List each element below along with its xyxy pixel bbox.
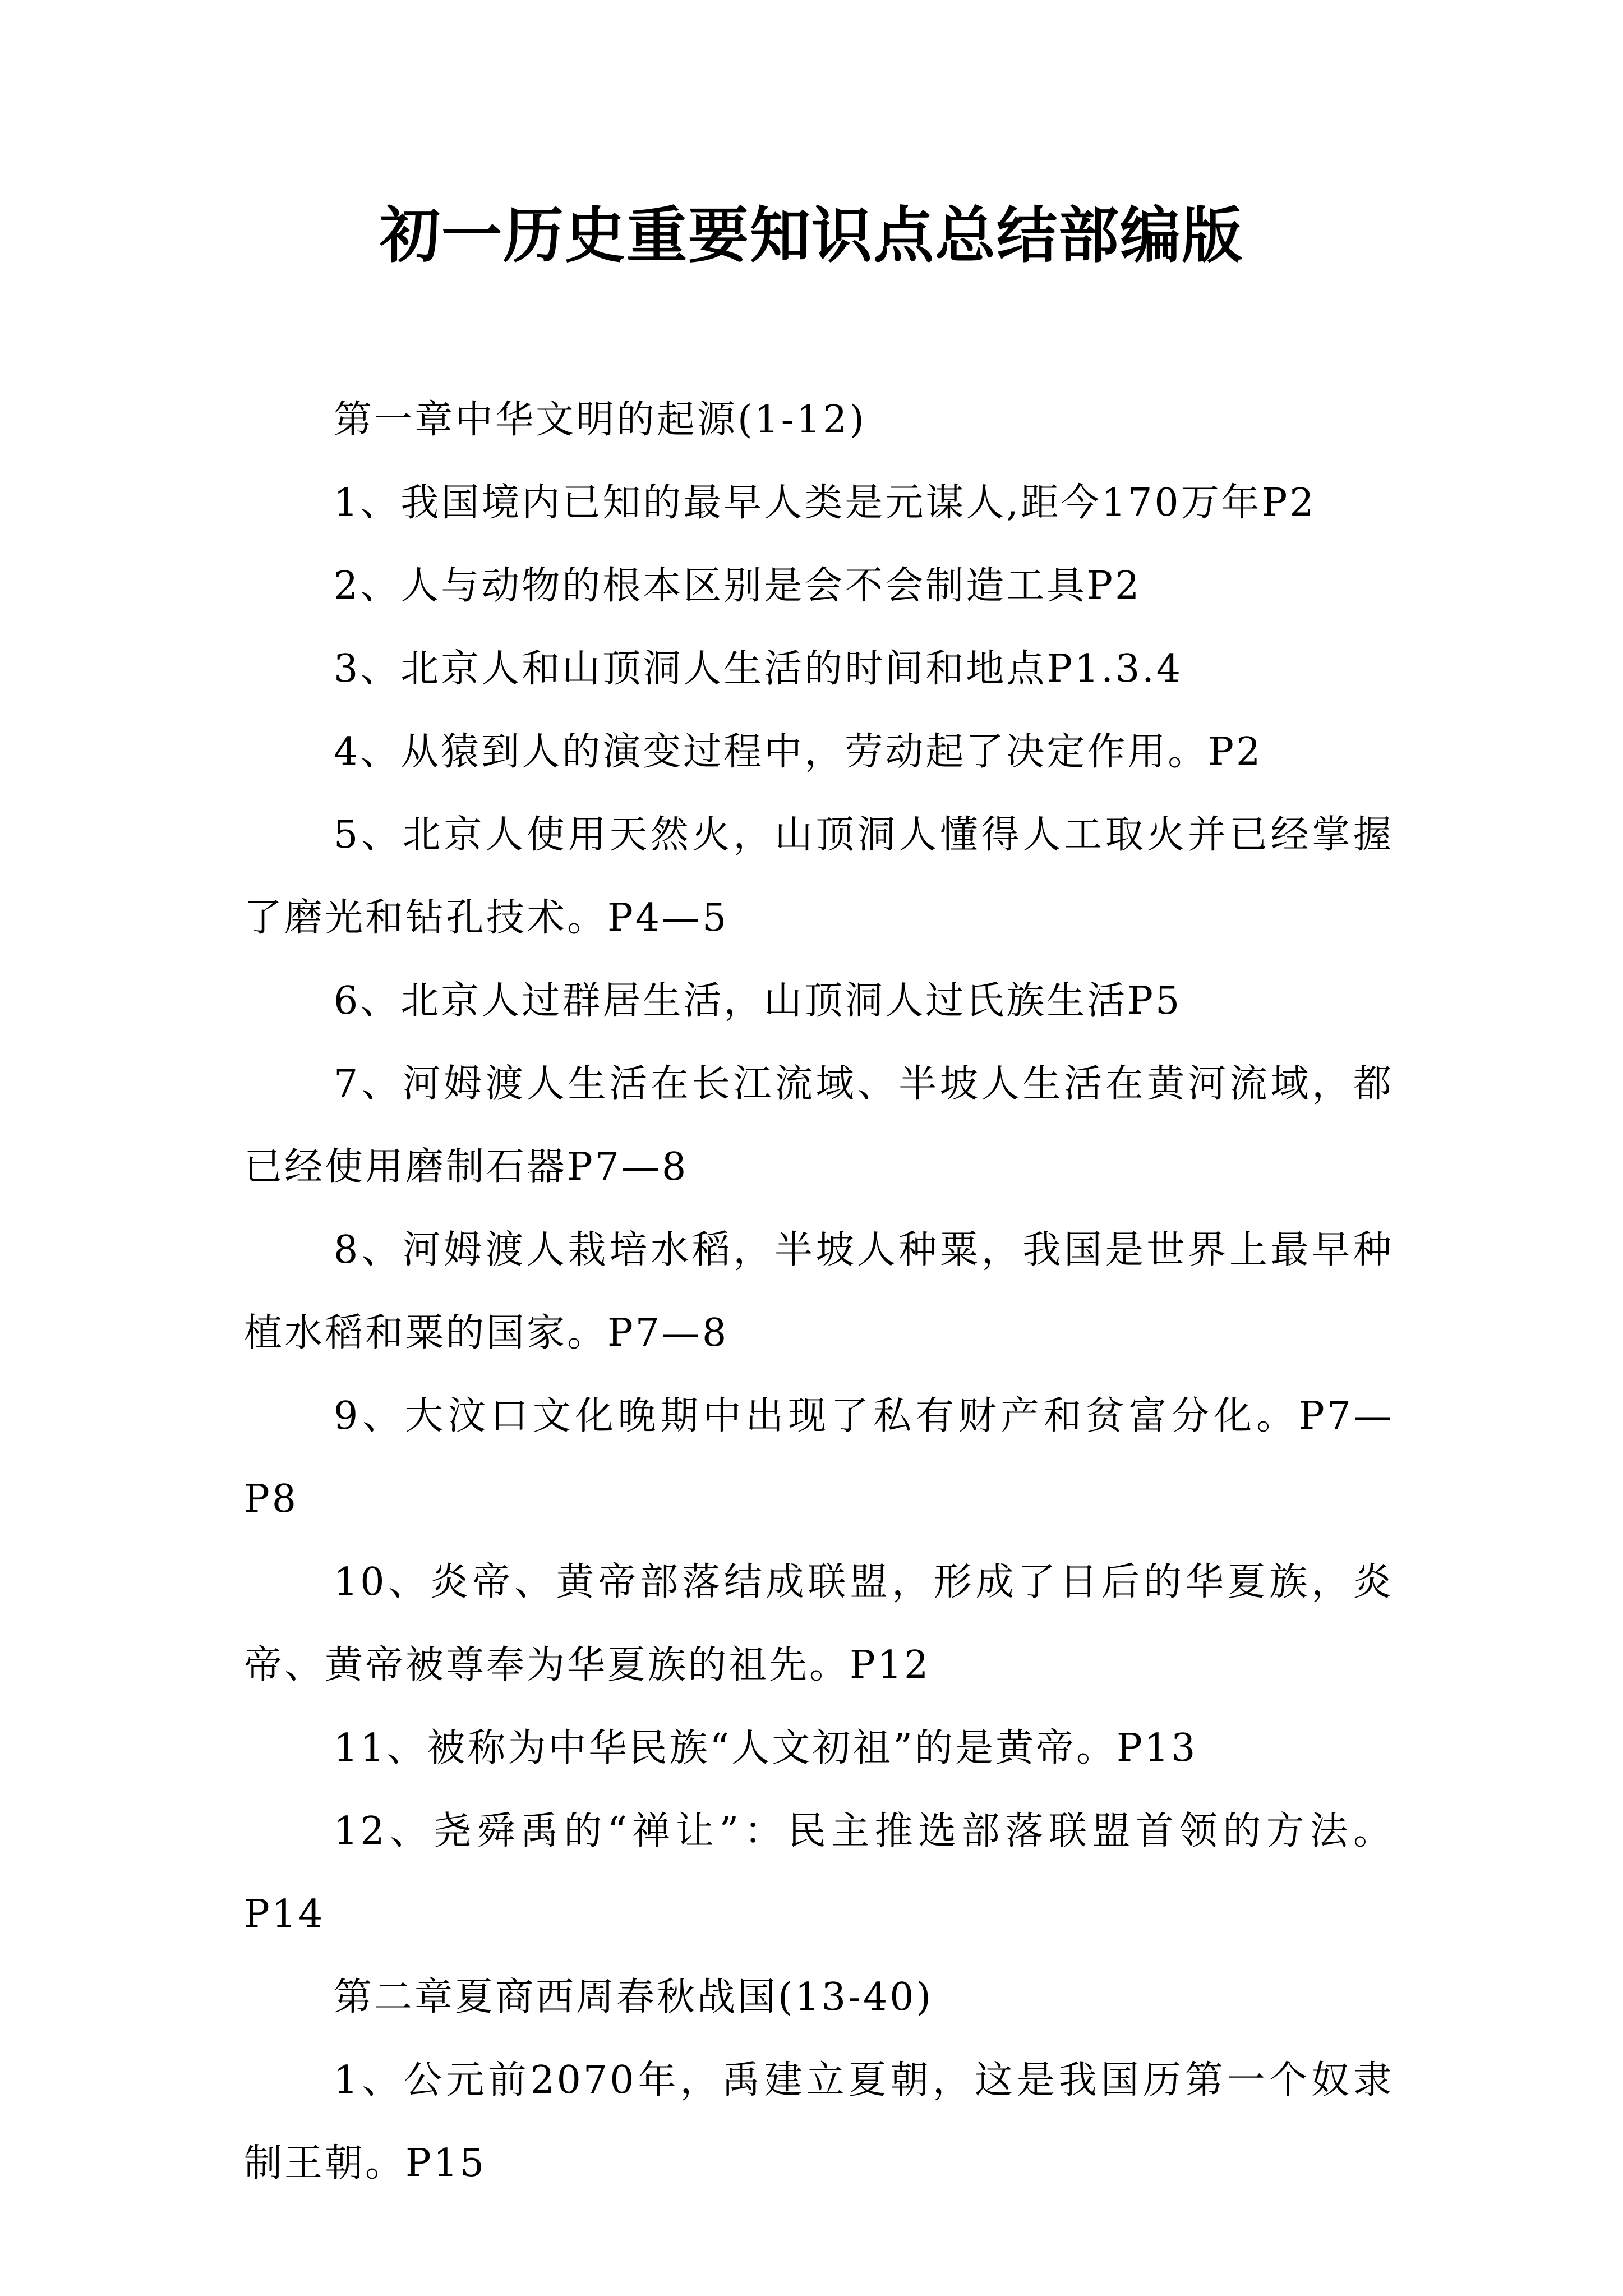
paragraph: 3、北京人和山顶洞人生活的时间和地点P1.3.4 <box>334 647 1183 691</box>
paragraph: 11、被称为中华民族“人文初祖”的是黄帝。P13 <box>334 1726 1198 1770</box>
paragraph: 12、尧舜禹的“禅让”：民主推选部落联盟首领的方法。P14 <box>244 1809 1394 1936</box>
paragraph: 6、北京人过群居生活，山顶洞人过氏族生活P5 <box>334 979 1182 1023</box>
paragraph: 10、炎帝、黄帝部落结成联盟，形成了日后的华夏族，炎帝、黄帝被尊奉为华夏族的祖先。P12 <box>244 1560 1394 1687</box>
paragraph: 9、大汶口文化晚期中出现了私有财产和贫富分化。P7—P8 <box>244 1394 1394 1521</box>
paragraph: 2、人与动物的根本区别是会不会制造工具P2 <box>334 564 1142 608</box>
paragraph: 7、河姆渡人生活在长江流域、半坡人生活在黄河流域，都已经使用磨制石器P7—8 <box>244 1062 1394 1189</box>
paragraph: 1、公元前2070年，禹建立夏朝，这是我国历第一个奴隶制王朝。P15 <box>244 2058 1394 2185</box>
paragraph: 4、从猿到人的演变过程中，劳动起了决定作用。P2 <box>334 730 1263 774</box>
chapter-heading: 第二章夏商西周春秋战国(13-40) <box>334 1975 934 2019</box>
document-title: 初一历史重要知识点总结部编版 <box>379 200 1243 271</box>
paragraph: 8、河姆渡人栽培水稻，半坡人种粟，我国是世界上最早种植水稻和粟的国家。P7—8 <box>244 1228 1394 1355</box>
paragraph: 5、北京人使用天然火，山顶洞人懂得人工取火并已经掌握了磨光和钻孔技术。P4—5 <box>244 813 1394 940</box>
document-body <box>244 379 1394 2205</box>
paragraph: 1、我国境内已知的最早人类是元谋人,距今170万年P2 <box>334 481 1316 525</box>
chapter-heading: 第一章中华文明的起源(1-12) <box>334 398 866 442</box>
